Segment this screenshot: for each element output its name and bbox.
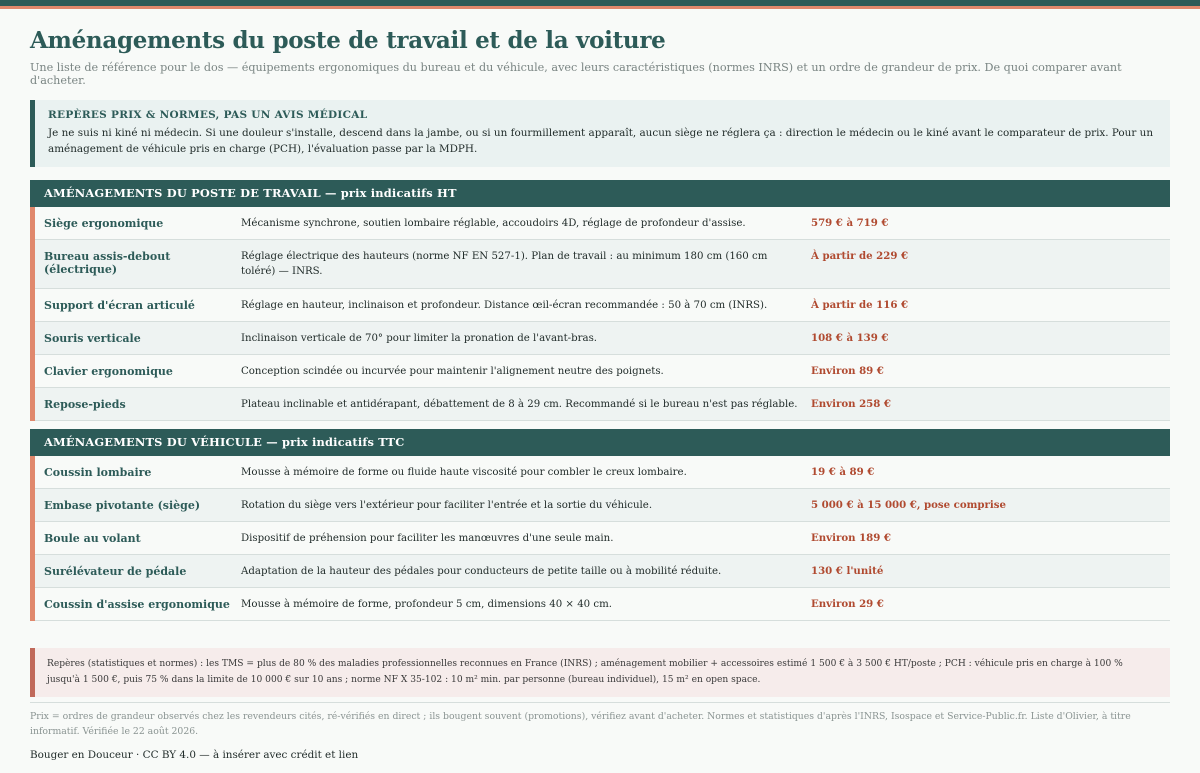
- vehicle-section-header: AMÉNAGEMENTS DU VÉHICULE — prix indicatifs TTC: [30, 429, 1170, 456]
- disclaimer-title: REPÈRES PRIX & NORMES, PAS UN AVIS MÉDICAL: [48, 109, 368, 121]
- table-row: [35, 522, 1170, 555]
- item-price: 19 € à 89 €: [811, 466, 875, 478]
- item-description: Conception scindée ou incurvée pour maintenir l'alignement neutre des poignets.: [241, 365, 664, 377]
- table-row: [35, 322, 1170, 355]
- workstation-section-header: AMÉNAGEMENTS DU POSTE DE TRAVAIL — prix indicatifs HT: [30, 180, 1170, 207]
- table-row: [35, 456, 1170, 489]
- statistics-footnote: Repères (statistiques et normes) : les TMS = plus de 80 % des maladies professionnelles reconnues en France (INRS) ; aménagement mobilier + accessoires estimé 1 500 € à 3 500 € HT/poste ; PCH : véhicule pris en charge à 100 % jusqu'à 1 500 €, puis 75 % dans la limite de 10 000 € sur 10 ans ; norme NF X 35-102 : 10 m² min. par personne (bureau individuel), 15 m² en open space.: [30, 648, 1170, 697]
- item-name: Embase pivotante (siège): [44, 498, 201, 512]
- item-price: 108 € à 139 €: [811, 332, 889, 344]
- item-description: Inclinaison verticale de 70° pour limiter la pronation de l'avant-bras.: [241, 332, 598, 344]
- table-row: [35, 240, 1170, 289]
- page-title: Aménagements du poste de travail et de la voiture: [30, 27, 666, 54]
- item-name: Coussin d'assise ergonomique: [44, 597, 230, 611]
- item-price: À partir de 116 €: [811, 299, 909, 311]
- workstation-section: [30, 180, 1170, 421]
- item-price: Environ 29 €: [811, 598, 884, 610]
- item-price: Environ 258 €: [811, 398, 891, 410]
- credit-line: Bouger en Douceur · CC BY 4.0 — à insérer avec crédit et lien: [30, 749, 359, 761]
- table-row: [35, 388, 1170, 421]
- item-price: À partir de 229 €: [811, 250, 909, 262]
- item-price: 579 € à 719 €: [811, 217, 889, 229]
- table-row: [35, 555, 1170, 588]
- page-content: [0, 27, 1200, 761]
- table-row: [35, 355, 1170, 388]
- item-description: Réglage en hauteur, inclinaison et profondeur. Distance œil-écran recommandée : 50 à 70 cm (INRS).: [241, 299, 768, 311]
- workstation-table: [30, 207, 1170, 421]
- disclaimer-box: [30, 100, 1170, 167]
- item-name: Repose-pieds: [44, 397, 126, 411]
- vehicle-table: [30, 456, 1170, 621]
- item-price: Environ 189 €: [811, 532, 891, 544]
- item-name: Coussin lombaire: [44, 465, 152, 479]
- item-name: Souris verticale: [44, 331, 141, 345]
- item-description: Rotation du siège vers l'extérieur pour faciliter l'entrée et la sortie du véhicule.: [241, 499, 653, 511]
- table-row: [35, 207, 1170, 240]
- disclaimer-text: Je ne suis ni kiné ni médecin. Si une douleur s'installe, descend dans la jambe, ou si un fourmillement apparaît, aucun siège ne réglera ça : direction le médecin ou le kiné avant le comparateur de prix. Pour un aménagement de véhicule pris en charge (PCH), l'évaluation passe par la MDPH.: [48, 127, 1154, 155]
- item-name: Bureau assis-debout (électrique): [44, 250, 171, 276]
- page-subtitle: Une liste de référence pour le dos — équipements ergonomiques du bureau et du véhicule, avec leurs caractéristiques (normes INRS) et un ordre de grandeur de prix. De quoi comparer avant d'acheter.: [30, 61, 1122, 87]
- vehicle-section: [30, 429, 1170, 621]
- item-name: Surélévateur de pédale: [44, 564, 187, 578]
- item-description: Réglage électrique des hauteurs (norme NF EN 527-1). Plan de travail : au minimum 180 cm (160 cm toléré) — INRS.: [241, 251, 768, 277]
- item-description: Adaptation de la hauteur des pédales pour conducteurs de petite taille ou à mobilité réduite.: [241, 565, 722, 577]
- table-row: [35, 489, 1170, 522]
- item-name: Support d'écran articulé: [44, 298, 195, 312]
- table-row: [35, 588, 1170, 621]
- item-description: Mécanisme synchrone, soutien lombaire réglable, accoudoirs 4D, réglage de profondeur d'assise.: [241, 217, 746, 229]
- item-description: Mousse à mémoire de forme, profondeur 5 cm, dimensions 40 × 40 cm.: [241, 598, 612, 610]
- item-price: 5 000 € à 15 000 €, pose comprise: [811, 499, 1006, 511]
- item-description: Plateau inclinable et antidérapant, débattement de 8 à 29 cm. Recommandé si le bureau n'est pas réglable.: [241, 398, 798, 410]
- sources-note: Prix = ordres de grandeur observés chez les revendeurs cités, ré-vérifiés en direct ; ils bougent souvent (promotions), vérifiez avant d'acheter. Normes et statistiques d'après l'INRS, Isospace et Service-Public.fr. Liste d'Olivier, à titre informatif. Vérifiée le 22 août 2026.: [30, 702, 1170, 739]
- table-row: [35, 289, 1170, 322]
- item-price: Environ 89 €: [811, 365, 884, 377]
- item-name: Siège ergonomique: [44, 216, 164, 230]
- item-name: Clavier ergonomique: [44, 364, 173, 378]
- item-description: Dispositif de préhension pour faciliter les manœuvres d'une seule main.: [241, 532, 614, 544]
- top-accent-stripe: [0, 6, 1200, 9]
- item-description: Mousse à mémoire de forme ou fluide haute viscosité pour combler le creux lombaire.: [241, 466, 687, 478]
- item-name: Boule au volant: [44, 531, 141, 545]
- item-price: 130 € l'unité: [811, 565, 884, 577]
